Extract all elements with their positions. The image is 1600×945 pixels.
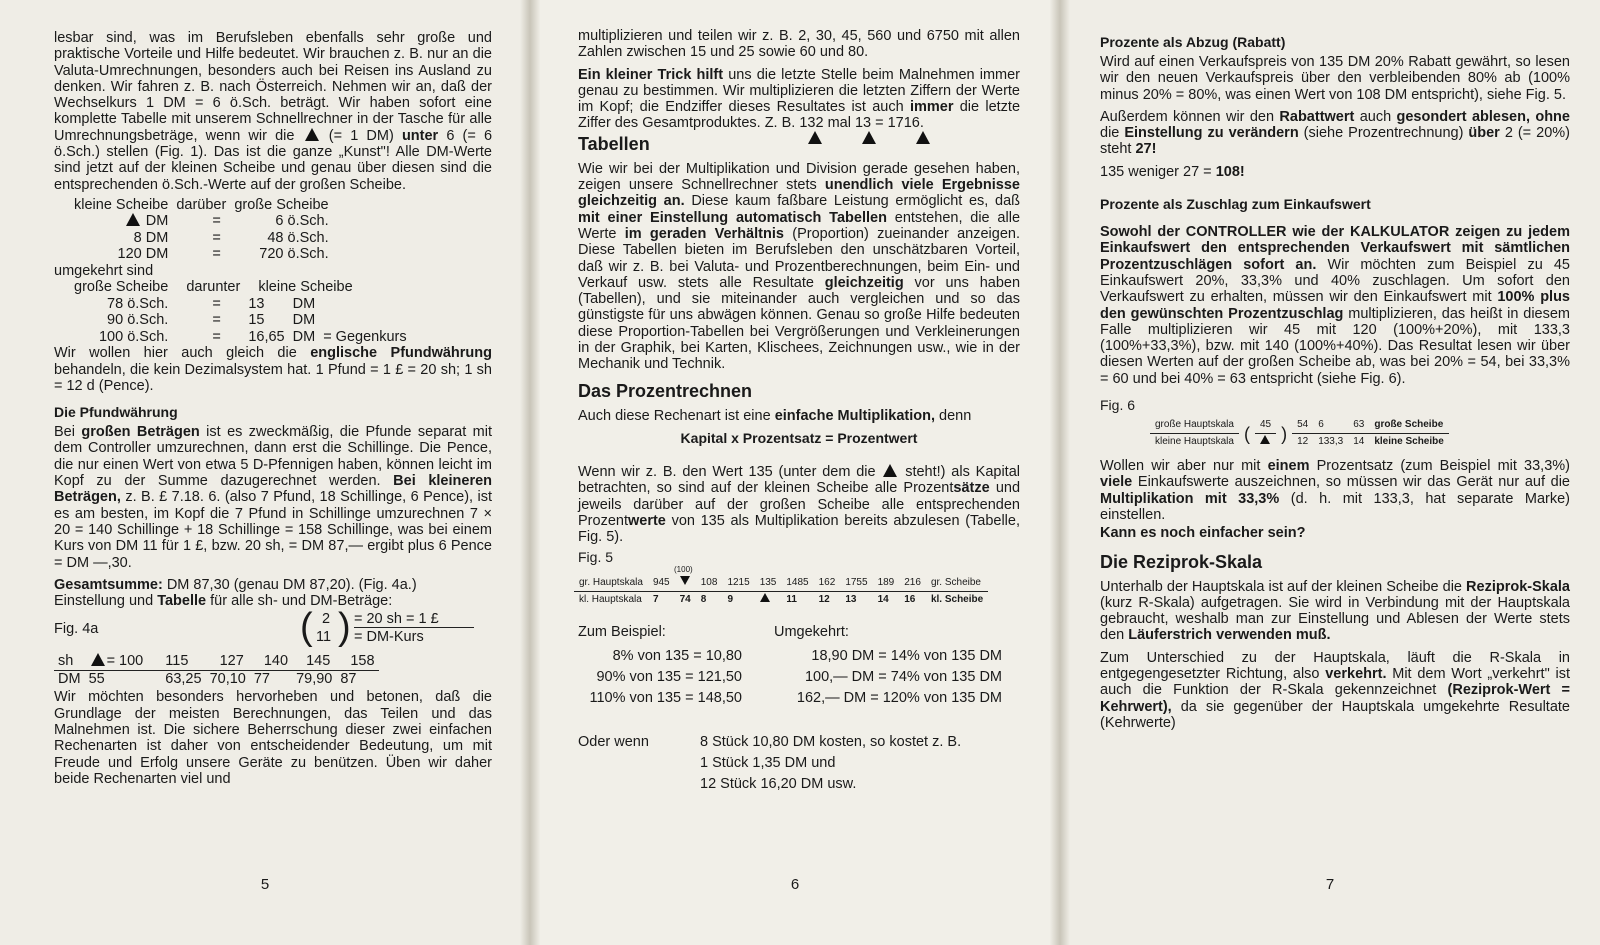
heading-zuschlag: Prozente als Zuschlag zum Einkaufswert (1100, 196, 1371, 213)
fig4a-setting: Fig. 4a ( 2 11 ) = 20 sh = 1 £ = DM-Kurs (54, 609, 492, 649)
triangle-mark-icon (862, 131, 876, 144)
paragraph-wenn: Wenn wir z. B. den Wert 135 (unter dem die steht!) als Kapital betrachten, so sind auf der kleinen Scheibe alle Prozentsätze und jeweils darüber auf der großen Scheibe alle entsprechenden Prozentwerte von 135 als Multiplikation bereits abzulesen (Tabelle, Fig. 5). (578, 463, 1021, 546)
page-fold-shadow (1060, 0, 1070, 945)
triangle-mark-icon (305, 128, 319, 141)
triangle-mark-icon (883, 464, 897, 477)
triangle-mark-icon (808, 131, 822, 144)
fig6-label: Fig. 6 (1100, 397, 1136, 414)
triangle-mark-icon (126, 213, 140, 226)
paragraph-abzug: Wird auf einen Verkaufspreis von 135 DM 20% Rabatt gewährt, so lesen wir den neuen Verkaufspreis über den verbleibenden 80% ab (100% minus 20% = 80%, was einen Wert von 108 DM entspricht), siehe Fig. 5. (1100, 54, 1570, 103)
paragraph-gesamtsumme: Gesamtsumme: DM 87,30 (genau DM 87,20). (Fig. 4a.) (54, 576, 417, 593)
heading-prozentrechnen: Das Prozentrechnen (578, 380, 753, 401)
page-fold-shadow (530, 0, 540, 945)
paragraph-multiplizieren: multiplizieren und teilen wir z. B. 2, 30, 45, 560 und 6750 mit allen Zahlen zwischen 15 und 25 sowie 60 und 80. (578, 28, 1020, 61)
paragraph-pfund-intro: Wir wollen hier auch gleich die englische Pfundwährung behandeln, die kein Dezimalsystem hat. 1 Pfund = 1 £ = 20 sh; 1 sh = 12 d (Pence). (54, 345, 493, 394)
paragraph-prozent: Auch diese Rechenart ist eine einfache Multiplikation, denn (578, 407, 972, 424)
table-sch-to-dm: große Scheibe darunter kleine Scheibe 78 ö.Sch. = 13 DM 90 ö.Sch. = 15 DM 100 ö.Sch. = 16,65 DM = Gegenkurs (74, 279, 407, 345)
paragraph-trick: Ein kleiner Trick hilft uns die letzte Stelle beim Malnehmen immer genau zu bestimmen. Wir multiplizieren die letzten Ziffern der Werte im Kopf; die Endziffer dieses Resultates ist auch immer die letzte Ziffer des Gesamtproduktes. Z. B. 132 mal 13 = 1716. (578, 66, 1021, 132)
paragraph-reziprok: Unterhalb der Hauptskala ist auf der kleinen Scheibe die Reziprok-Skala (kurz R-Skala) aufgetragen. Sie wird in Verbindung mit der Hauptskala gebraucht, weshalb man zur Einstellung und Ablesen der Werte stets den Läuferstrich verwenden muß. (1100, 578, 1570, 644)
triangle-mark-icon (1260, 435, 1270, 444)
page-number: 6 (790, 876, 800, 893)
paragraph-pfund: Bei großen Beträgen ist es zweckmäßig, die Pfunde separat mit dem Controller umzurechnen, dann erst die Schillinge. Die Pence, die nur einen Wert von etwa 5 D-Pfennigen haben, können leicht im Kopf zu der Summe dazugerechnet werden. Bei kleineren Beträgen, z. B. £ 7.18. 6. (also 7 Pfund, 18 Schillinge, 6 Pence), ist es am besten, im Kopf die 7 Pfund in Schillinge umzurechnen 7 × 20 = 140 Schillinge + 18 Schillinge = 158 Schillinge, was bei einem Kurs von DM 11 für 1 £, bzw. 20 sh, = DM 87,— ergibt plus 6 Pence = DM —,30. (54, 424, 493, 571)
table-dm-to-sch: kleine Scheibe darüber große Scheibe DM = 6 ö.Sch. 8 DM = 48 ö.Sch. 120 DM = 720 ö.Sch. (74, 196, 329, 263)
heading-pfundwaehrung: Die Pfundwährung (54, 404, 178, 421)
umgekehrt-label: umgekehrt sind (54, 262, 154, 279)
paragraph-valuta: lesbar sind, was im Berufsleben ebenfalls sehr große und praktische Vorteile und Hilfe bedeutet. Wir brauchen z. B. nur an die Valuta-Umrechnungen, besonders auch bei Reisen ins Ausland zu denken. Wir fahren z. B. nach Österreich. Nehmen wir an, daß der Wechselkurs 1 DM = 6 ö.Sch. beträgt. Wir haben sofort eine komplette Tabelle mit unserem Schnellrechner in der Tasche für alle Umrechnungsbeträge, wenn wir die (= 1 DM) unter 6 (= 6 ö.Sch.) stellen (Fig. 1). Das ist die ganze „Kunst"! Alle DM-Werte sind jetzt auf der kleinen Scheibe und genau über diesen sind die entsprechenden ö.Sch.-Werte auf der großen Scheibe. (54, 30, 493, 193)
formula: Kapital x Prozentsatz = Prozentwert (680, 429, 918, 446)
heading-tabellen: Tabellen (578, 133, 650, 154)
triangle-mark-icon (760, 593, 770, 602)
table-sh-dm: sh = 100 115 127 140 145 158 DM 55 63,25 70,10 77 79,90 87 (54, 653, 379, 687)
paragraph-unterschied: Zum Unterschied zu der Hauptskala, läuft die R-Skala in entgegengesetzter Richtung, also verkehrt. Mit dem Wort „verkehrt" ist auch die Funktion der R-Skala gekennzeichnet (Reziprok-Wert = Kehrwert), da sie gegenüber der Hauptskala umgekehrte Resultate (Kehrwerte) (1100, 649, 1571, 731)
paragraph-ausserdem: Außerdem können wir den Rabattwert auch gesondert ablesen, ohne die Einstellung zu verändern (siehe Prozentrechnung) über 2 (= 20%) steht 27! (1100, 108, 1570, 158)
fig5-table: gr. Hauptskala 945 108 1215 135 1485 162 1755 189 216 gr. Scheibe kl. Hauptskala 7 74 8 9 11 12 13 14 16 kl. Scheibe (574, 575, 988, 608)
paragraph-closing: Wir möchten besonders hervorheben und betonen, daß die Grundlage der meisten Berechnungen, das Teilen und das Malnehmen ist. Die sichere Beherrschung dieser zwei einfachen Rechenarten ist daher von entscheidender Bedeutung, um mit Freude und Erfolg unsere Geräte zu benützen. Üben wir daher beide Rechenarten viel und (54, 689, 492, 787)
triangle-mark-icon (91, 653, 105, 666)
fig5-top-mark: (100) (674, 565, 693, 575)
kann-es-noch: Kann es noch einfacher sein? (1100, 525, 1306, 542)
paragraph-wollen: Wollen wir aber nur mit einem Prozentsatz (zum Beispiel mit 33,3%) viele Einkaufswerte auszeichnen, so müssen wir das Gerät nur auf die Multiplikation mit 33,3% (d. h. mit 133,3, hat separate Marke) einstellen. (1100, 458, 1570, 523)
triangle-mark-icon (916, 131, 930, 144)
oder-wenn: Oder wenn 8 Stück 10,80 DM kosten, so kostet z. B. 1 Stück 1,35 DM und 12 Stück 16,20 DM usw. (578, 734, 962, 793)
triangle-down-icon (680, 576, 690, 585)
page-fold-shadow (1050, 0, 1060, 945)
fig6-table: große Hauptskala ( 45 ) 54 6 63 große Scheibe kleine Hauptskala 12 133,3 14 kleine Scheibe (1150, 417, 1449, 450)
heading-reziprok: Die Reziprok-Skala (1100, 551, 1263, 572)
paragraph-zuschlag: Sowohl der CONTROLLER wie der KALKULATOR zeigen zu jedem Einkaufswert den entsprechenden Verkaufswert mit sämtlichen Prozentzuschlägen sofort an. Wir möchten zum Beispiel zu 45 Einkaufswert 20%, 33,3% und 40% zuschlagen. Um sofort den Verkaufswert zu erhalten, müssen wir den Einkaufswert mit 100% plus den gewünschten Prozentzuschlag multiplizieren, das heißt in diesem Falle multiplizieren wir 45 mit 120 (100%+20%), mit 133,3 (100%+33,3%), bzw. mit 140 (100%+40%). Das Resultat lesen wir über diesen Werten auf der großen Scheibe ab, was bei 20% = 54, bei 33,3% = 60 und bei 40% = 63 entspricht (siehe Fig. 6). (1100, 224, 1570, 387)
paragraph-einstellung: Einstellung und Tabelle für alle sh- und DM-Beträge: (54, 593, 393, 610)
examples: Zum Beispiel: Umgekehrt: 8% von 135 = 10,80 90% von 135 = 121,50 110% von 135 = 148,50 18,90 DM = 14% von 135 DM 100,— DM = 74% von 135 DM 162,— DM = 120% von 135 DM (578, 624, 1002, 707)
page-7 (1060, 0, 1600, 945)
bracket-left: ( (300, 606, 313, 649)
page-number: 5 (260, 876, 270, 893)
heading-abzug: Prozente als Abzug (Rabatt) (1100, 34, 1286, 50)
page-5 (0, 0, 530, 945)
paragraph-tabellen: Wie wir bei der Multiplikation und Division gerade gesehen haben, zeigen unsere Schnellrechner stets unendlich viele Ergebnisse gleichzeitig an. Diese kaum faßbare Leistung ermöglicht es, daß mit einer Einstellung automatisch Tabellen entstehen, die alle Werte im geraden Verhältnis (Proportion) zueinander anzeigen. Diese Tabellen bieten im Berufsleben den unschätzbaren Vorteil, daß wir z. B. bei Valuta- und Prozentberechnungen, beim Ein- und Verkauf usw. stets alle Resultate gleichzeitig vor uns haben (Tabellen), und sie miteinander auch vergleichen und so das günstigste für uns abwägen können. Genau so große Hilfe bedeuten diese Proportion-Tabellen bei Vergrößerungen und Verkleinerungen in der Graphik, bei Karten, Klischees, Zeichnungen usw., wie in der Mechanik und Technik. (578, 160, 1021, 373)
fig5-label: Fig. 5 (578, 549, 614, 566)
bracket-right: ) (338, 606, 351, 649)
page-fold-shadow (520, 0, 530, 945)
fig4a-label: Fig. 4a (54, 621, 99, 638)
page-6 (530, 0, 1060, 945)
paragraph-weniger: 135 weniger 27 = 108! (1100, 163, 1245, 180)
page-number: 7 (1325, 876, 1335, 893)
